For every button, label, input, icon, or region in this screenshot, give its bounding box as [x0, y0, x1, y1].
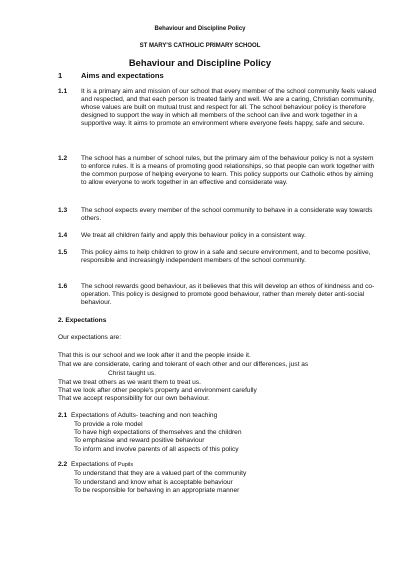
paragraph: The school expects every member of the school community to behave in a considerate way towards others. [81, 207, 373, 223]
subsection-heading-pupils: Pupils [117, 462, 134, 468]
list-item: To emphasise and reward positive behaviour [74, 437, 205, 444]
paragraph: This policy aims to help children to grow in a safe and secure environment, and to become positive, responsible and increasingly independent members of the school community. [81, 249, 371, 265]
paragraph: We treat all children fairly and apply this behaviour policy in a consistent way. [81, 232, 306, 239]
section-2-heading: 2. Expectations [58, 317, 107, 324]
subsection-heading-text: Expectations of [71, 461, 118, 468]
section-1-heading: Aims and expectations [81, 71, 164, 80]
list-item: To inform and involve parents of all aspects of this policy [74, 446, 239, 453]
expectation-line: That we are considerate, caring and tolerant of each other and our differences, just as [58, 361, 309, 368]
list-item: To be responsible for behaving in an appropriate manner [74, 487, 240, 494]
running-header: Behaviour and Discipline Policy [154, 26, 246, 32]
item-number: 1.4 [58, 232, 68, 239]
expectation-line: Christ taught us. [108, 370, 157, 377]
school-name: ST MARY'S CATHOLIC PRIMARY SCHOOL [139, 43, 261, 49]
paragraph: It is a primary aim and mission of our school that every member of the school community feels valued and respected, and that each person is treated fairly and well. We are a caring, Christian community, whose values are built on mutual trust and respect for all. The school behaviour policy is therefore designed to support the way in which all members of the school can live and work together in a supportive way. It aims to promote an environment where everyone feels happy, safe and secure. [81, 88, 377, 128]
expectation-line: That we accept responsibility for our own behaviour. [58, 395, 210, 402]
paragraph: The school has a number of school rules, but the primary aim of the behaviour policy is not a system to enforce rules. It is a means of promoting good relationships, so that people can work together with the common purpose of helping everyone to learn. This policy supports our Catholic ethos by aiming to allow everyone to work together in an effective and considerate way. [81, 155, 375, 187]
list-item: To understand and know what is acceptable behaviour [74, 479, 233, 486]
expectation-line: That we look after other people's property and environment carefully [58, 387, 257, 394]
list-item: To have high expectations of themselves and the children [74, 429, 242, 436]
item-number: 1.1 [58, 88, 68, 95]
subsection-number: 2.1 [58, 412, 68, 419]
list-item: To provide a role model [74, 421, 143, 428]
expectations-intro: Our expectations are: [58, 334, 122, 341]
expectation-line: That we treat others as we want them to treat us. [58, 379, 201, 386]
list-item: To understand that they are a valued part of the community [74, 470, 247, 477]
subsection-heading: Expectations of Adults- teaching and non teaching [71, 412, 218, 419]
item-number: 1.6 [58, 283, 68, 290]
item-number: 1.2 [58, 155, 68, 162]
item-number: 1.3 [58, 207, 68, 214]
paragraph: The school rewards good behaviour, as it believes that this will develop an ethos of kindness and co-operation. This policy is designed to promote good behaviour, rather than merely deter anti-social behaviour. [81, 283, 375, 307]
subsection-number: 2.2 [58, 461, 68, 468]
page-title: Behaviour and Discipline Policy [128, 57, 272, 68]
item-number: 1.5 [58, 249, 68, 256]
section-1-number: 1 [58, 71, 63, 80]
expectation-line: That this is our school and we look after it and the people inside it. [58, 352, 251, 359]
subsection-heading [71, 461, 133, 469]
